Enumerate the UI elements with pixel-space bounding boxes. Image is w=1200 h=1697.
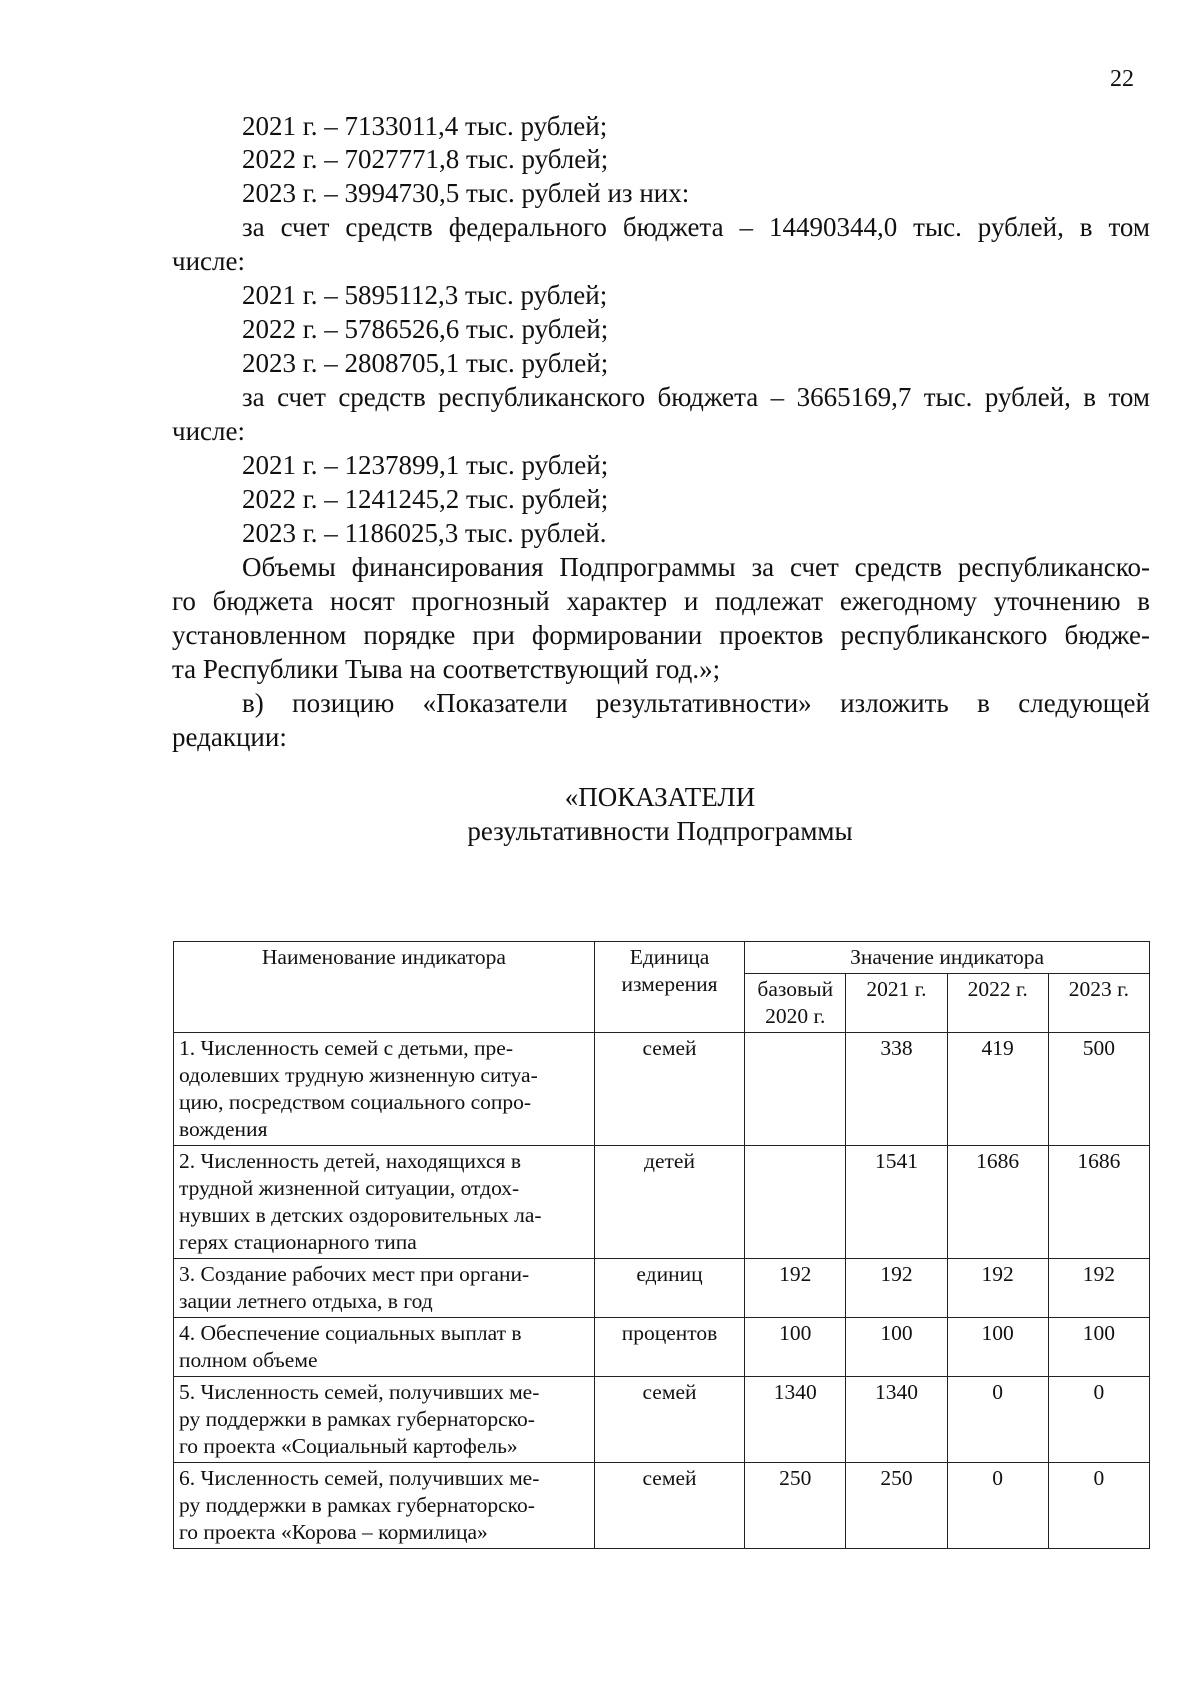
indicator-2023: 0 bbox=[1048, 1377, 1149, 1463]
indicator-2021: 192 bbox=[846, 1259, 947, 1318]
page-number: 22 bbox=[1110, 66, 1134, 92]
federal-budget-line-cont: числе: bbox=[172, 246, 245, 276]
indicator-name-line: 4. Обеспечение социальных выплат в bbox=[179, 1321, 522, 1345]
republic-budget-line-cont: числе: bbox=[172, 416, 245, 446]
indicator-name-line: го проекта «Корова – кормилица» bbox=[179, 1520, 488, 1544]
indicator-2023: 192 bbox=[1048, 1259, 1149, 1318]
indicator-2023: 500 bbox=[1048, 1033, 1149, 1146]
table-row bbox=[174, 1146, 1150, 1259]
table-row bbox=[174, 1318, 1150, 1377]
indicator-name bbox=[174, 1463, 595, 1549]
volumes-paragraph-line-4: та Республики Тыва на соответствующий год.»; bbox=[172, 654, 721, 684]
indicator-name-line: трудной жизненной ситуации, отдох- bbox=[179, 1176, 520, 1200]
indicator-name-line: 1. Численность семей с детьми, пре- bbox=[179, 1036, 514, 1060]
header-2021: 2021 г. bbox=[846, 974, 947, 1033]
indicator-name-line: вождения bbox=[179, 1117, 268, 1141]
table-row bbox=[174, 1377, 1150, 1463]
table-row bbox=[174, 1033, 1150, 1146]
federal-2021: 2021 г. – 5895112,3 тыс. рублей; bbox=[242, 280, 608, 310]
indicator-name bbox=[174, 1377, 595, 1463]
indicator-unit: семей bbox=[594, 1463, 744, 1549]
volumes-paragraph-line-1: Объемы финансирования Подпрограммы за счет средств республиканско- bbox=[242, 552, 1150, 582]
indicator-2022: 1686 bbox=[947, 1146, 1048, 1259]
header-2023: 2023 г. bbox=[1048, 974, 1149, 1033]
volumes-paragraph-line-2: го бюджета носят прогнозный характер и подлежат ежегодному уточнению в bbox=[172, 586, 1150, 616]
indicator-base bbox=[745, 1033, 846, 1146]
indicator-name-line: полном объеме bbox=[179, 1348, 318, 1372]
indicator-name bbox=[174, 1259, 595, 1318]
indicator-2022: 419 bbox=[947, 1033, 1048, 1146]
indicator-base: 1340 bbox=[745, 1377, 846, 1463]
republic-2022: 2022 г. – 1241245,2 тыс. рублей; bbox=[242, 484, 609, 514]
indicator-name bbox=[174, 1146, 595, 1259]
funding-total-2023: 2023 г. – 3994730,5 тыс. рублей из них: bbox=[242, 178, 690, 208]
indicators-table bbox=[173, 941, 1150, 1549]
republic-2023: 2023 г. – 1186025,3 тыс. рублей. bbox=[242, 518, 607, 548]
federal-2022: 2022 г. – 5786526,6 тыс. рублей; bbox=[242, 314, 609, 344]
indicator-unit: семей bbox=[594, 1377, 744, 1463]
indicator-unit: процентов bbox=[594, 1318, 744, 1377]
table-row bbox=[174, 1463, 1150, 1549]
indicator-2021: 1541 bbox=[846, 1146, 947, 1259]
indicator-name-line: зации летнего отдыха, в год bbox=[179, 1289, 433, 1313]
indicator-name-line: го проекта «Социальный картофель» bbox=[179, 1434, 518, 1458]
table-subtitle: результативности Подпрограммы bbox=[467, 816, 853, 846]
indicator-name-line: 5. Численность семей, получивших ме- bbox=[179, 1380, 540, 1404]
header-2022: 2022 г. bbox=[947, 974, 1048, 1033]
indicator-2021: 100 bbox=[846, 1318, 947, 1377]
table-header-row bbox=[174, 942, 1150, 974]
funding-total-2021: 2021 г. – 7133011,4 тыс. рублей; bbox=[242, 111, 608, 141]
republic-budget-line: за счет средств республиканского бюджета – 3665169,7 тыс. рублей, в том bbox=[242, 382, 1150, 412]
indicator-2022: 100 bbox=[947, 1318, 1048, 1377]
header-indicator-name: Наименование индикатора bbox=[174, 942, 595, 1033]
federal-2023: 2023 г. – 2808705,1 тыс. рублей; bbox=[242, 348, 609, 378]
table-title: «ПОКАЗАТЕЛИ bbox=[564, 782, 756, 812]
indicator-name bbox=[174, 1033, 595, 1146]
federal-budget-line: за счет средств федерального бюджета – 14490344,0 тыс. рублей, в том bbox=[242, 212, 1150, 242]
indicator-name bbox=[174, 1318, 595, 1377]
header-unit-line-2: измерения bbox=[621, 972, 718, 996]
indicator-2022: 0 bbox=[947, 1377, 1048, 1463]
header-base-line-1: базовый bbox=[757, 977, 834, 1001]
indicator-2021: 338 bbox=[846, 1033, 947, 1146]
indicator-2022: 192 bbox=[947, 1259, 1048, 1318]
indicator-unit: детей bbox=[594, 1146, 744, 1259]
indicator-name-line: 6. Численность семей, получивших ме- bbox=[179, 1466, 540, 1490]
table-row bbox=[174, 1259, 1150, 1318]
indicator-base: 100 bbox=[745, 1318, 846, 1377]
indicator-unit: единиц bbox=[594, 1259, 744, 1318]
indicator-name-line: цию, посредством социального сопро- bbox=[179, 1090, 532, 1114]
indicator-2023: 0 bbox=[1048, 1463, 1149, 1549]
indicator-2021: 1340 bbox=[846, 1377, 947, 1463]
position-paragraph-line-2: редакции: bbox=[172, 722, 287, 752]
position-paragraph-line-1: в) позицию «Показатели результативности» изложить в следующей bbox=[242, 688, 1150, 718]
header-unit-line-1: Единица bbox=[629, 945, 710, 969]
indicator-name-line: герях стационарного типа bbox=[179, 1230, 417, 1254]
indicator-base: 192 bbox=[745, 1259, 846, 1318]
indicator-base: 250 bbox=[745, 1463, 846, 1549]
indicator-name-line: нувших в детских оздоровительных ла- bbox=[179, 1203, 542, 1227]
volumes-paragraph-line-3: установленном порядке при формировании проектов республиканского бюдже- bbox=[172, 620, 1150, 650]
indicator-base bbox=[745, 1146, 846, 1259]
indicator-unit: семей bbox=[594, 1033, 744, 1146]
indicator-2021: 250 bbox=[846, 1463, 947, 1549]
header-indicator-value: Значение индикатора bbox=[745, 942, 1150, 974]
republic-2021: 2021 г. – 1237899,1 тыс. рублей; bbox=[242, 450, 609, 480]
indicator-2023: 1686 bbox=[1048, 1146, 1149, 1259]
header-base-line-2: 2020 г. bbox=[765, 1004, 826, 1028]
indicator-name-line: 3. Создание рабочих мест при органи- bbox=[179, 1262, 530, 1286]
header-base-2020 bbox=[745, 974, 846, 1033]
indicator-2022: 0 bbox=[947, 1463, 1048, 1549]
indicator-name-line: ру поддержки в рамках губернаторско- bbox=[179, 1407, 535, 1431]
indicator-2023: 100 bbox=[1048, 1318, 1149, 1377]
indicator-name-line: ру поддержки в рамках губернаторско- bbox=[179, 1493, 535, 1517]
funding-total-2022: 2022 г. – 7027771,8 тыс. рублей; bbox=[242, 144, 609, 174]
header-unit bbox=[594, 942, 744, 1033]
indicator-name-line: одолевших трудную жизненную ситуа- bbox=[179, 1063, 538, 1087]
indicator-name-line: 2. Численность детей, находящихся в bbox=[179, 1149, 521, 1173]
